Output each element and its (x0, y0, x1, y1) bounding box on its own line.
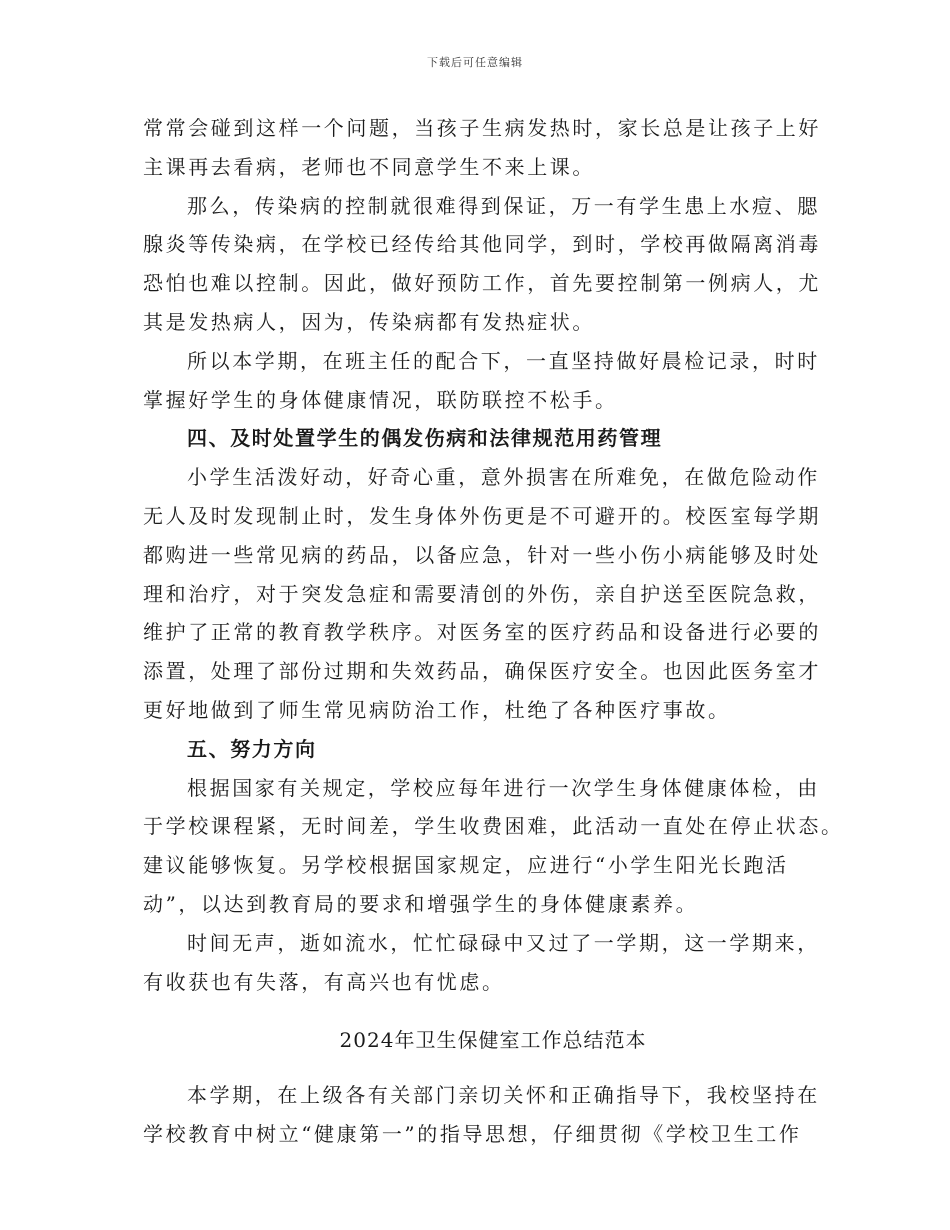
section-heading: 四、及时处置学生的偶发伤病和法律规范用药管理 (187, 426, 663, 451)
paragraph-line: 掌握好学生的身体健康情况，联防联控不松手。 (143, 387, 618, 412)
paragraph-line: 根据国家有关规定，学校应每年进行一次学生身体健康体检，由 (187, 775, 820, 800)
paragraph-line: 小学生活泼好动，好奇心重，意外损害在所难免，在做危险动作 (187, 465, 820, 490)
paragraph-line: 其是发热病人，因为，传染病都有发热症状。 (143, 309, 595, 334)
paragraph-line: 所以本学期，在班主任的配合下，一直坚持做好晨检记录，时时 (187, 348, 820, 373)
paragraph-line: 有收获也有失落，有高兴也有忧虑。 (143, 969, 505, 994)
paragraph-line: 主课再去看病，老师也不同意学生不来上课。 (143, 154, 595, 179)
paragraph-line: 建议能够恢复。另学校根据国家规定，应进行“小学生阳光长跑活 (143, 853, 789, 878)
paragraph-line: 动”，以达到教育局的要求和增强学生的身体健康素养。 (143, 891, 699, 916)
paragraph-line: 恐怕也难以控制。因此，做好预防工作，首先要控制第一例病人，尤 (143, 271, 821, 296)
paragraph-line: 腺炎等传染病，在学校已经传给其他同学，到时，学校再做隔离消毒 (143, 232, 821, 257)
paragraph-line: 更好地做到了师生常见病防治工作，杜绝了各种医疗事故。 (143, 697, 731, 722)
section-heading: 五、努力方向 (187, 736, 317, 761)
document-body (143, 109, 844, 1154)
paragraph-line: 都购进一些常见病的药品，以备应急，针对一些小伤小病能够及时处 (143, 542, 821, 567)
paragraph-line: 常常会碰到这样一个问题，当孩子生病发热时，家长总是让孩子上好 (143, 116, 821, 140)
paragraph-line: 时间无声，逝如流水，忙忙碌碌中又过了一学期，这一学期来， (187, 930, 820, 955)
paragraph-line: 于学校课程紧，无时间差，学生收费困难，此活动一直处在停止状态。 (143, 814, 844, 839)
paragraph-line: 本学期，在上级各有关部门亲切关怀和正确指导下，我校坚持在 (187, 1083, 820, 1108)
document-title: 2024年卫生保健室工作总结范本 (339, 1028, 647, 1053)
paragraph-line: 维护了正常的教育教学秩序。对医务室的医疗药品和设备进行必要的 (143, 620, 821, 645)
paragraph-line: 添置，处理了部份过期和失效药品，确保医疗安全。也因此医务室才 (143, 659, 821, 684)
paragraph-line: 理和治疗，对于突发急症和需要清创的外伤，亲自护送至医院急救， (143, 581, 821, 606)
paragraph-line: 那么，传染病的控制就很难得到保证，万一有学生患上水痘、腮 (187, 193, 820, 218)
paragraph-line: 无人及时发现制止时，发生身体外伤更是不可避开的。校医室每学期 (143, 503, 821, 528)
paragraph-line: 学校教育中树立“健康第一”的指导思想，仔细贯彻《学校卫生工作 (143, 1121, 802, 1146)
page-header-note: 下载后可任意编辑 (427, 56, 523, 69)
